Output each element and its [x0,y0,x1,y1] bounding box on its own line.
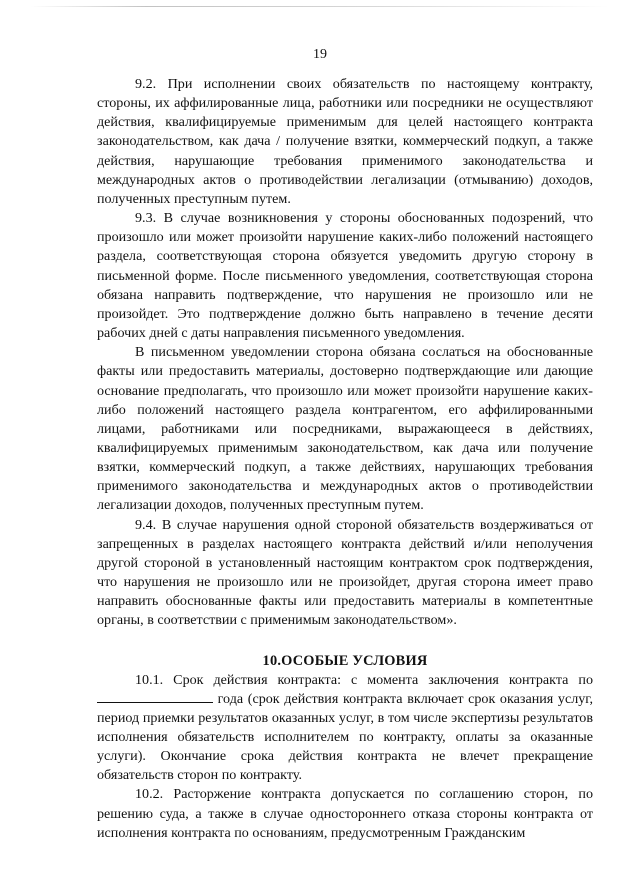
clause-9-4: 9.4. В случае нарушения одной стороной обязательств воздерживаться от запрещенных в разделах настоящего контракта действий и/или неполучения другой стороной в установленный настоящим контрактом срок подтверждения, что нарушения не произошло или не произойдет, другая сторона имеет право направить обоснованные факты или предоставить материалы в компетентные органы, в соответствии с применимым законодательством». [97,516,593,629]
scan-edge-rule [30,6,610,7]
blank-date-line [97,690,213,703]
page-number: 19 [313,47,327,62]
document-body [97,75,593,843]
clause-9-2: 9.2. При исполнении своих обязательств по настоящему контракту, стороны, их аффилированные лица, работники или посредники не осуществляют действия, квалифицируемые применимым для целей настоящего контракта законодательством, как дача / получение взятки, коммерческий подкуп, а также действия, нарушающие требования применимого законодательства и международных актов о противодействии легализации (отмыванию) доходов, полученных преступным путем. [97,76,593,207]
section-heading: 10.ОСОБЫЕ УСЛОВИЯ [262,652,428,669]
clause-10-2: 10.2. Расторжение контракта допускается по соглашению сторон, по решению суда, а также в случае одностороннего отказа стороны контракта от исполнения контракта по основаниям, предусмотренным Гражданским [97,786,593,841]
clause-9-3: 9.3. В случае возникновения у стороны обоснованных подозрений, что произошло или может произойти нарушение каких-либо положений настоящего раздела, соответствующая сторона обязуется уведомить другую сторону в письменной форме. После письменного уведомления, соответствующая сторона обязана направить подтверждение, что нарушения не произошло или не произойдет. Это подтверждение должно быть направлено в течение десяти рабочих дней с даты направления письменного уведомления. [97,210,593,342]
clause-10-1 [97,671,593,786]
clause-10-1-end: года (срок действия контракта включает срок оказания услуг, период приемки результатов оказанных услуг, в том числе экспертизы результатов исполнения обязательств исполнителем по контракту, оплаты за оказанные услуги). Окончание срока действия контракта не влечет прекращение обязательств сторон по контракту. [97,690,593,784]
clause-10-1-start: 10.1. Срок действия контракта: с момента заключения контракта по [135,671,593,688]
clause-9-3-notice-paragraph: В письменном уведомлении сторона обязана сослаться на обоснованные факты или предоставить материалы, достоверно подтверждающие или дающие основание предполагать, что произошло или может произойти нарушение каких-либо положений настоящего раздела контрагентом, его аффилированными лицами, работниками или посредниками, выражающееся в действиях, квалифицируемых применимым законодательством, как дача или получение взятки, коммерческий подкуп, а также действиях, нарушающих требования применимого законодательства и международных актов о противодействии легализации доходов, полученных преступным путем. [97,344,593,514]
